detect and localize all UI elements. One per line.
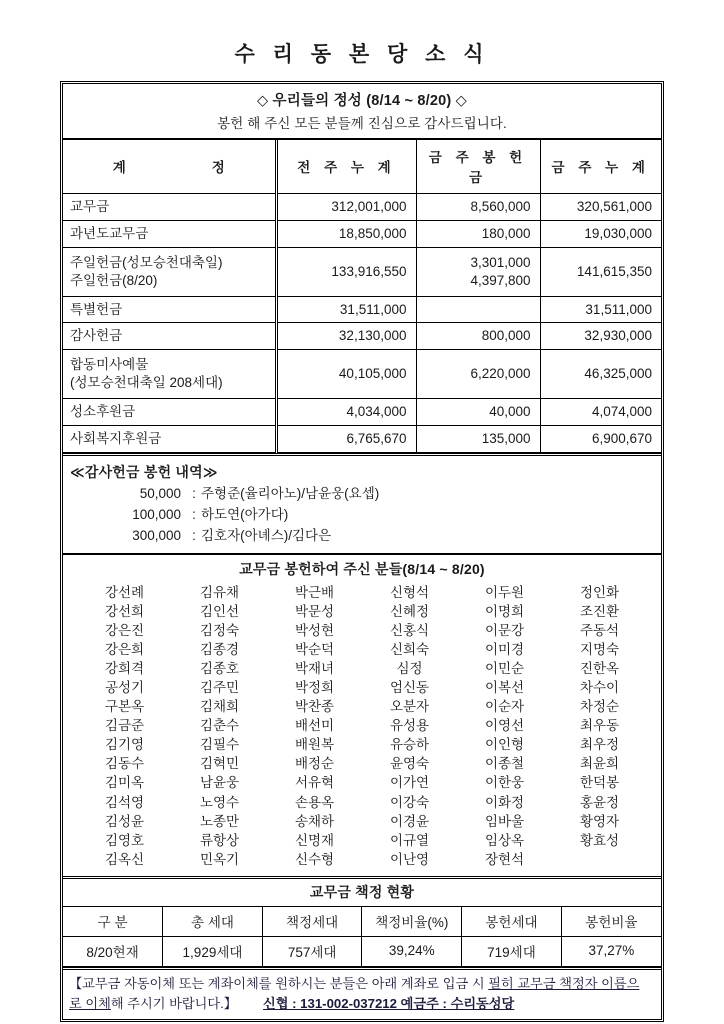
- thanks-offering-separator: :: [192, 485, 196, 501]
- list-item: 신수형: [294, 851, 335, 867]
- list-item: 황효성: [579, 832, 620, 848]
- bank-account-info: 신협 : 131-002-037212 예금주 : 수리동성당: [262, 996, 515, 1012]
- notice-line-1: [69, 974, 655, 993]
- list-item: 김유채: [199, 584, 240, 600]
- col-header-account: 계 정: [63, 140, 276, 194]
- list-item: 박재녀: [294, 660, 335, 676]
- thanks-offering-entry: [63, 524, 661, 545]
- thanks-offering-entry: [63, 503, 661, 524]
- list-item: 박근배: [294, 584, 335, 600]
- thanks-offering-names: 김호자(아녜스)/김다은: [201, 527, 332, 543]
- finance-table-header-row: [63, 140, 661, 194]
- list-item: 김종호: [199, 660, 240, 676]
- list-item: 이한웅: [484, 775, 525, 791]
- assessment-cell-3: 757세대: [262, 936, 362, 966]
- list-item: 신희숙: [389, 641, 430, 657]
- list-item: 강선희: [104, 603, 145, 619]
- assessment-col-header-3: 책정세대: [262, 907, 362, 937]
- list-item: 정인화: [579, 584, 620, 600]
- cell-prev-total: 40,105,000: [276, 350, 416, 399]
- list-item: 구본옥: [104, 699, 145, 715]
- cell-account-label: 교무금: [63, 194, 276, 221]
- assessment-title: 교무금 책정 현황: [63, 876, 661, 907]
- cell-account-label: 과년도교무금: [63, 220, 276, 247]
- list-item: 김주민: [199, 679, 240, 695]
- cell-this-week: 40,000: [416, 399, 540, 426]
- list-item: 공성기: [104, 679, 145, 695]
- list-item: 김채희: [199, 699, 240, 715]
- cell-this-total: 141,615,350: [540, 247, 661, 296]
- page-title: 수 리 동 본 당 소 식: [234, 43, 490, 66]
- list-item: 최우정: [579, 737, 620, 753]
- table-row: [63, 350, 661, 399]
- list-item: 강희격: [104, 660, 145, 676]
- list-item: 이두원: [484, 584, 525, 600]
- notice-text-a: 【교무금 자동이체 또는 계좌이체를 원하시는 분들은 아래 계좌로 입금 시: [69, 975, 489, 991]
- list-item: 신형석: [389, 584, 430, 600]
- bulletin-frame: [60, 81, 664, 1022]
- list-item: 신혜정: [389, 603, 430, 619]
- list-item: 이가연: [389, 775, 430, 791]
- cell-this-week: 135,000: [416, 426, 540, 453]
- assessment-col-header-4: 책정비율(%): [362, 907, 462, 937]
- thanks-offering-names: 주형준(율리아노)/남윤웅(요셉): [201, 485, 380, 501]
- cell-this-total: 31,511,000: [540, 296, 661, 323]
- notice-text-d: 해 주시기 바랍니다.】: [110, 996, 237, 1012]
- cell-prev-total: 133,916,550: [276, 247, 416, 296]
- donor-names-title: 교무금 봉헌하여 주신 분들(8/14 ~ 8/20): [239, 560, 485, 577]
- list-item: 박찬종: [294, 699, 335, 715]
- list-item: 이경윤: [389, 813, 430, 829]
- table-row: [63, 296, 661, 323]
- cell-this-week: 6,220,000: [416, 350, 540, 399]
- thanks-offering-separator: :: [192, 506, 196, 522]
- donor-names-column-3: [267, 583, 362, 869]
- list-item: 김미옥: [104, 775, 145, 791]
- list-item: 이문강: [484, 622, 525, 638]
- list-item: 노영수: [199, 794, 240, 810]
- assessment-col-header-5: 봉헌세대: [462, 907, 562, 937]
- assessment-cell-2: 1,929세대: [163, 936, 263, 966]
- list-item: 차수이: [579, 679, 620, 695]
- table-row: [63, 936, 661, 966]
- list-item: 장현석: [484, 851, 525, 867]
- list-item: 유성용: [389, 718, 430, 734]
- list-item: 민옥기: [199, 851, 240, 867]
- col-header-this-week: 금 주 봉 헌 금: [416, 140, 540, 194]
- cell-prev-total: 32,130,000: [276, 323, 416, 350]
- list-item: 최윤희: [579, 756, 620, 772]
- list-item: 신홍식: [389, 622, 430, 638]
- assessment-header-row: [63, 907, 661, 937]
- cell-prev-total: 312,001,000: [276, 194, 416, 221]
- list-item: 노종만: [199, 813, 240, 829]
- assessment-col-header-2: 총 세대: [163, 907, 263, 937]
- col-header-prev-total: 전 주 누 계: [276, 140, 416, 194]
- list-item: 김옥신: [104, 851, 145, 867]
- list-item: 김필수: [199, 737, 240, 753]
- list-item: 이인형: [484, 737, 525, 753]
- thanks-offering-amount: 100,000: [132, 506, 181, 522]
- list-item: 강은희: [104, 641, 145, 657]
- donor-names-grid: [63, 583, 661, 869]
- list-item: 이난영: [389, 851, 430, 867]
- cell-prev-total: 4,034,000: [276, 399, 416, 426]
- cell-account-label: 성소후원금: [63, 399, 276, 426]
- list-item: 박정희: [294, 679, 335, 695]
- assessment-cell-5: 719세대: [462, 936, 562, 966]
- notice-line-2: [69, 994, 655, 1013]
- cell-this-total: 320,561,000: [540, 194, 661, 221]
- list-item: 강선례: [104, 584, 145, 600]
- thanks-offering-title: ≪감사헌금 봉헌 내역≫: [70, 463, 218, 480]
- list-item: 이명희: [484, 603, 525, 619]
- list-item: 류항상: [199, 832, 240, 848]
- list-item: 김성윤: [104, 813, 145, 829]
- list-item: 박문성: [294, 603, 335, 619]
- list-item: 지명숙: [579, 641, 620, 657]
- list-item: 박성현: [294, 622, 335, 638]
- list-item: 남윤웅: [199, 775, 240, 791]
- notice-text-c: 로 이체: [69, 996, 111, 1012]
- list-item: 홍윤정: [579, 794, 620, 810]
- list-item: 손용옥: [294, 794, 335, 810]
- cell-account-label: 특별헌금: [63, 296, 276, 323]
- offering-banner: [63, 84, 661, 140]
- list-item: 김기영: [104, 737, 145, 753]
- banner-heading: ◇ 우리들의 정성 (8/14 ~ 8/20) ◇: [256, 93, 468, 109]
- cell-this-total: 4,074,000: [540, 399, 661, 426]
- notice-text-b: 필히 교무금 책정자 이름으: [488, 975, 640, 991]
- thanks-offering-separator: :: [192, 527, 196, 543]
- cell-prev-total: 18,850,000: [276, 220, 416, 247]
- cell-account-label: 주일헌금(성모승천대축일) 주일헌금(8/20): [63, 247, 276, 296]
- cell-this-week: [416, 296, 540, 323]
- list-item: 김종경: [199, 641, 240, 657]
- table-row: [63, 220, 661, 247]
- list-item: 이복선: [484, 679, 525, 695]
- assessment-cell-4: 39,24%: [362, 936, 462, 966]
- list-item: 서유혁: [294, 775, 335, 791]
- list-item: 진한옥: [579, 660, 620, 676]
- table-row: [63, 426, 661, 453]
- cell-this-total: 32,930,000: [540, 323, 661, 350]
- assessment-cell-1: 8/20현재: [63, 936, 163, 966]
- list-item: 김영호: [104, 832, 145, 848]
- list-item: 임상옥: [484, 832, 525, 848]
- list-item: 김춘수: [199, 718, 240, 734]
- list-item: 황영자: [579, 813, 620, 829]
- list-item: 김혁민: [199, 756, 240, 772]
- cell-this-week: 3,301,000 4,397,800: [416, 247, 540, 296]
- assessment-cell-6: 37,27%: [561, 936, 661, 966]
- cell-prev-total: 6,765,670: [276, 426, 416, 453]
- table-row: [63, 247, 661, 296]
- table-row: [63, 323, 661, 350]
- thanks-offering-entry: [63, 482, 661, 503]
- assessment-col-header-6: 봉헌비율: [561, 907, 661, 937]
- list-item: 유승하: [389, 737, 430, 753]
- donor-names-column-5: [457, 583, 552, 869]
- cell-account-label: 감사헌금: [63, 323, 276, 350]
- list-item: 배원복: [294, 737, 335, 753]
- list-item: 배정순: [294, 756, 335, 772]
- table-row: [63, 399, 661, 426]
- list-item: 김정숙: [199, 622, 240, 638]
- list-item: 이화정: [484, 794, 525, 810]
- list-item: 김동수: [104, 756, 145, 772]
- list-item: 심정: [396, 660, 423, 676]
- list-item: 이규열: [389, 832, 430, 848]
- table-row: [63, 194, 661, 221]
- cell-account-label: 합동미사예물 (성모승천대축일 208세대): [63, 350, 276, 399]
- list-item: 박순덕: [294, 641, 335, 657]
- list-item: 김금준: [104, 718, 145, 734]
- list-item: 윤영숙: [389, 756, 430, 772]
- list-item: 이민순: [484, 660, 525, 676]
- list-item: 임바울: [484, 813, 525, 829]
- donor-names-column-6: [552, 583, 647, 869]
- list-item: 이미경: [484, 641, 525, 657]
- cell-this-total: 6,900,670: [540, 426, 661, 453]
- thanks-offering-amount: 300,000: [132, 527, 181, 543]
- thanks-offering-amount: 50,000: [139, 485, 181, 501]
- list-item: 이순자: [484, 699, 525, 715]
- list-item: 김인선: [199, 603, 240, 619]
- cell-this-total: 19,030,000: [540, 220, 661, 247]
- list-item: 조진환: [579, 603, 620, 619]
- cell-this-week: 800,000: [416, 323, 540, 350]
- list-item: 이종철: [484, 756, 525, 772]
- cell-this-week: 180,000: [416, 220, 540, 247]
- cell-prev-total: 31,511,000: [276, 296, 416, 323]
- transfer-notice: [63, 967, 661, 1019]
- list-item: 주동석: [579, 622, 620, 638]
- list-item: 엄신동: [389, 679, 430, 695]
- list-item: 강은진: [104, 622, 145, 638]
- list-item: 이강숙: [389, 794, 430, 810]
- donor-names-column-2: [172, 583, 267, 869]
- finance-table: [63, 140, 661, 453]
- list-item: 김석영: [104, 794, 145, 810]
- list-item: 최우동: [579, 718, 620, 734]
- donor-names-column-4: [362, 583, 457, 869]
- donor-names-column-1: [77, 583, 172, 869]
- cell-this-total: 46,325,000: [540, 350, 661, 399]
- col-header-this-total: 금 주 누 계: [540, 140, 661, 194]
- cell-account-label: 사회복지후원금: [63, 426, 276, 453]
- list-item: 한덕봉: [579, 775, 620, 791]
- donor-names-section: [63, 553, 661, 876]
- list-item: 신명재: [294, 832, 335, 848]
- list-item: 배선미: [294, 718, 335, 734]
- list-item: 송채하: [294, 813, 335, 829]
- thanks-offering-section: [63, 453, 661, 553]
- assessment-table: [63, 907, 661, 967]
- cell-this-week: 8,560,000: [416, 194, 540, 221]
- banner-subheading: 봉헌 해 주신 모든 분들께 진심으로 감사드립니다.: [217, 116, 507, 131]
- list-item: 이영선: [484, 718, 525, 734]
- list-item: 차정순: [579, 699, 620, 715]
- assessment-col-header-1: 구 분: [63, 907, 163, 937]
- list-item: 오분자: [389, 699, 430, 715]
- thanks-offering-names: 하도연(아가다): [201, 506, 289, 522]
